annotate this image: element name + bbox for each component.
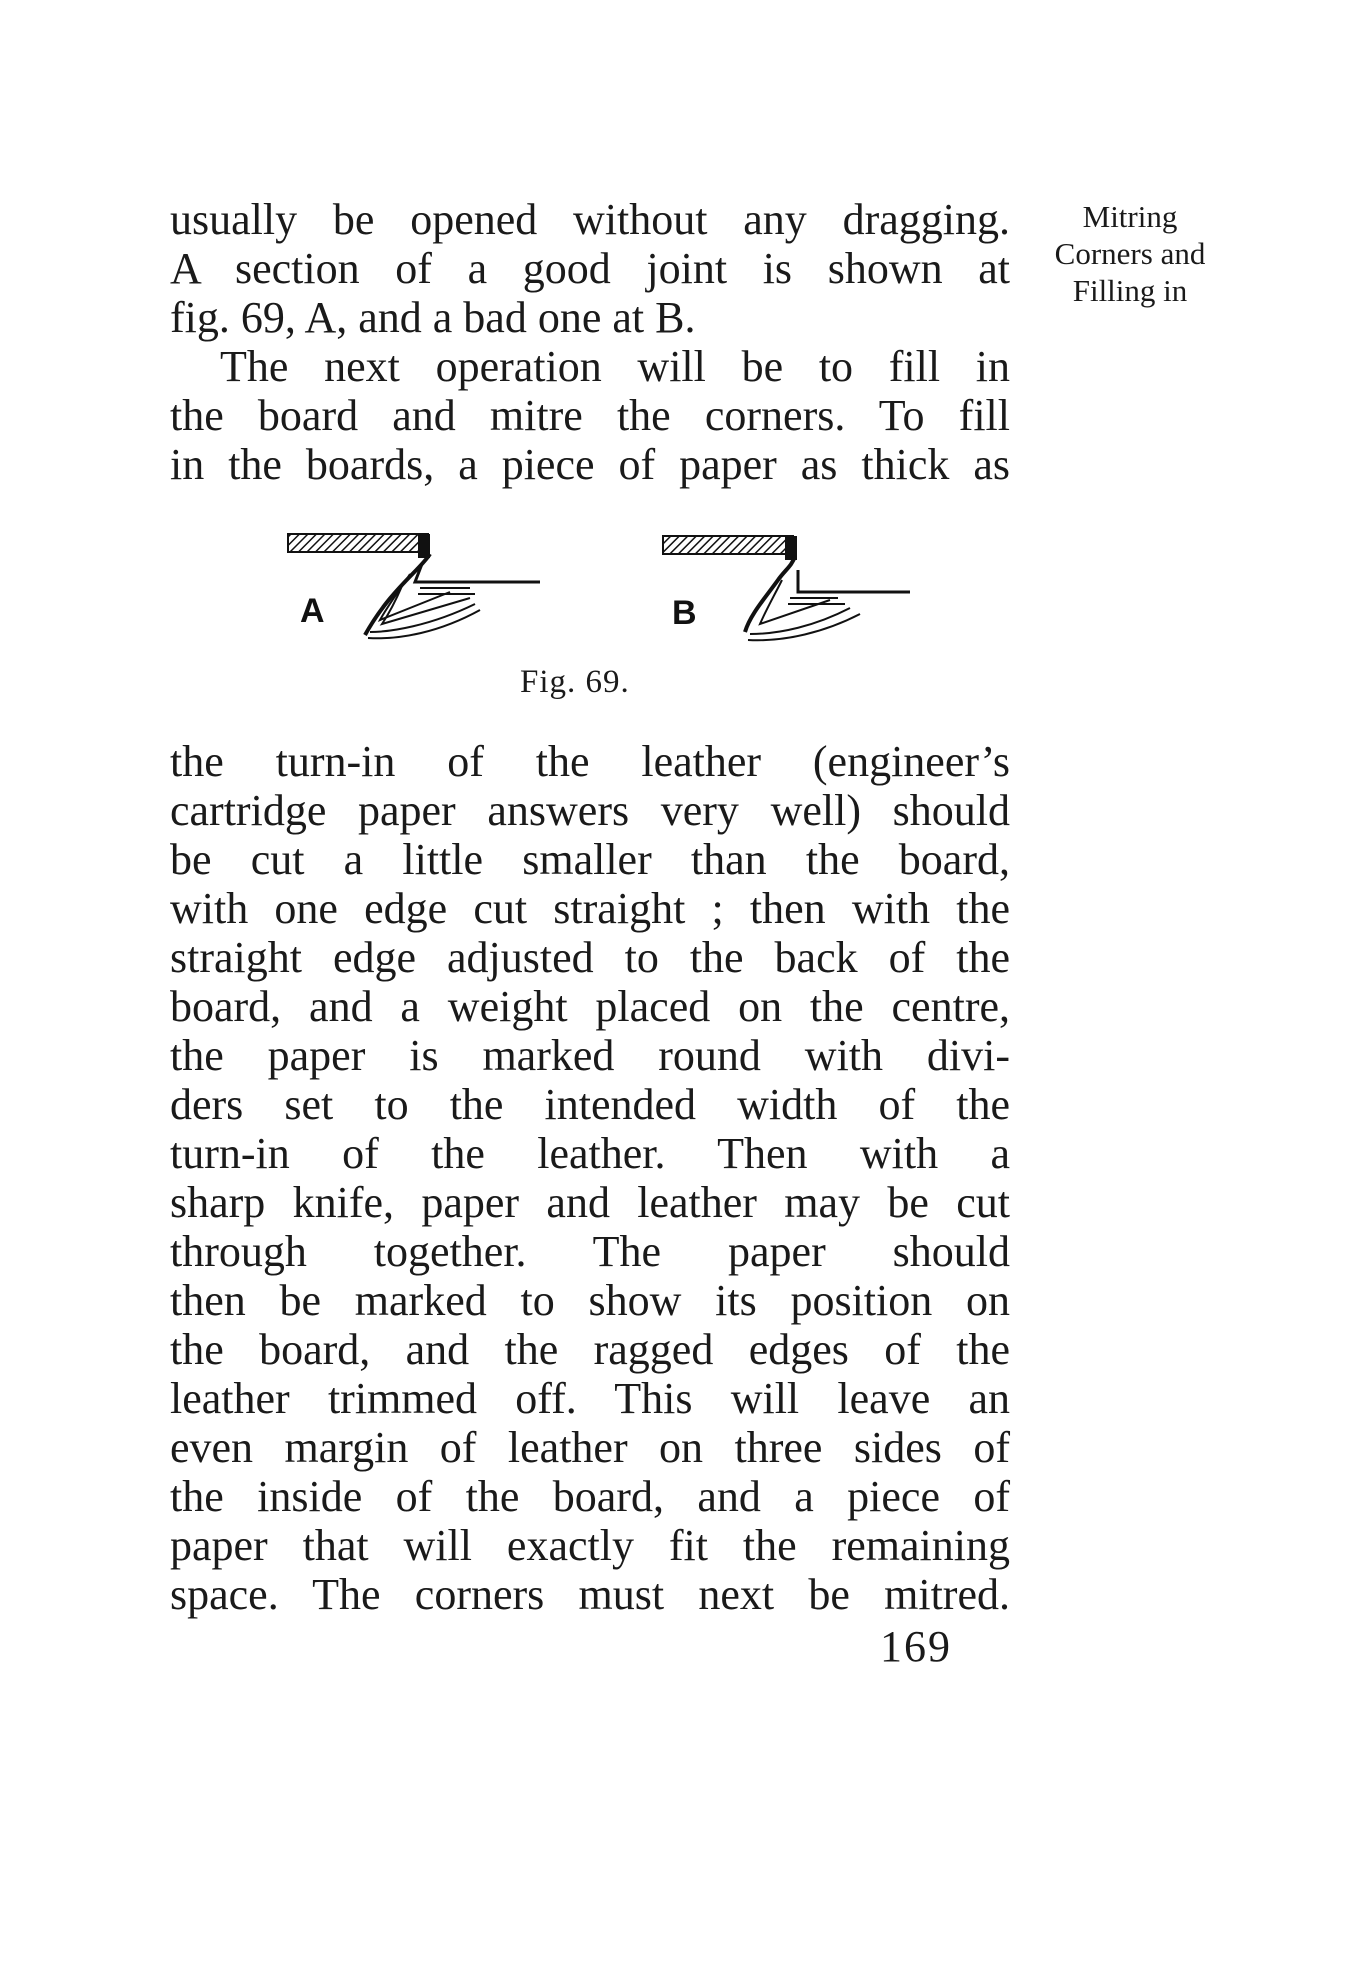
paragraph-3-line: the turn-in of the leather (engineer’s — [170, 737, 1010, 786]
paragraph-3-line: board, and a weight placed on the centre, — [170, 982, 1010, 1031]
joint-a-drawing — [288, 534, 540, 638]
paragraph-3-line: ders set to the intended width of the — [170, 1080, 1010, 1129]
paragraph-3-line: cartridge paper answers very well) should — [170, 786, 1010, 835]
paragraph-3-line: space. The corners must next be mitred. — [170, 1570, 1010, 1619]
paragraph-2-line: in the boards, a piece of paper as thick as — [170, 440, 1010, 489]
text-block-bottom — [170, 737, 1010, 1619]
paragraph-3-line: paper that will exactly fit the remaining — [170, 1521, 1010, 1570]
paragraph-1-line: fig. 69, A, and a bad one at B. — [170, 293, 696, 342]
joint-b-drawing — [663, 536, 910, 640]
paragraph-1-line: A section of a good joint is shown at — [170, 244, 1010, 293]
figure-69 — [270, 520, 970, 670]
paragraph-3-line: leather trimmed off. This will leave an — [170, 1374, 1010, 1423]
paragraph-3-line: through together. The paper should — [170, 1227, 1010, 1276]
text-block-top — [170, 195, 1010, 489]
paragraph-3-line: the inside of the board, and a piece of — [170, 1472, 1010, 1521]
joint-diagram — [270, 520, 970, 670]
paragraph-3-line: straight edge adjusted to the back of the — [170, 933, 1010, 982]
paragraph-3-line: sharp knife, paper and leather may be cut — [170, 1178, 1010, 1227]
paragraph-3-line: with one edge cut straight ; then with the — [170, 884, 1010, 933]
paragraph-3-line: then be marked to show its position on — [170, 1276, 1010, 1325]
paragraph-3-line: turn-in of the leather. Then with a — [170, 1129, 1010, 1178]
paragraph-3-line: the paper is marked round with divi- — [170, 1031, 1010, 1080]
paragraph-2-line: The next operation will be to fill in — [220, 342, 1010, 391]
side-note-line: Mitring — [1082, 199, 1178, 234]
side-note-line: Filling in — [1072, 273, 1188, 308]
page-number: 169 — [880, 1622, 952, 1671]
side-note — [1025, 198, 1235, 309]
figure-label-a: A — [300, 592, 325, 630]
paragraph-3-line: be cut a little smaller than the board, — [170, 835, 1010, 884]
paragraph-3-line: even margin of leather on three sides of — [170, 1423, 1010, 1472]
figure-label-b: B — [672, 594, 697, 632]
paragraph-1-line: usually be opened without any dragging. — [170, 195, 1010, 244]
figure-caption: Fig. 69. — [520, 664, 630, 700]
paragraph-3-line: the board, and the ragged edges of the — [170, 1325, 1010, 1374]
paragraph-2-line: the board and mitre the corners. To fill — [170, 391, 1010, 440]
side-note-line: Corners and — [1054, 236, 1206, 271]
